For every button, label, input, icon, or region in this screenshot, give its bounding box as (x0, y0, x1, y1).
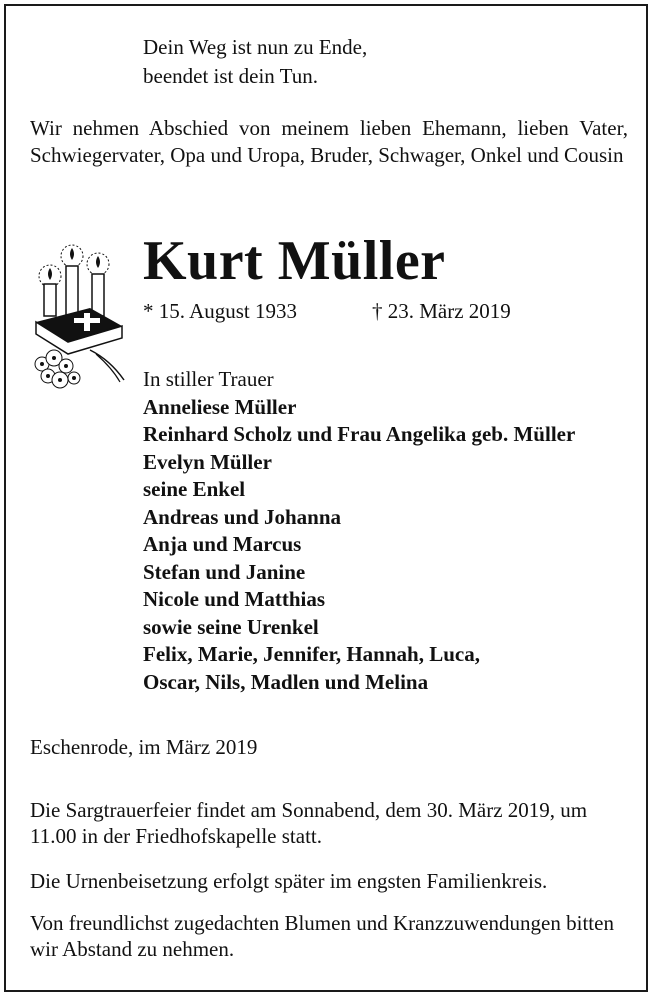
mourner-line: Felix, Marie, Jennifer, Hannah, Luca, (143, 642, 480, 666)
verse (143, 33, 367, 91)
deceased-name: Kurt Müller (143, 230, 446, 292)
mourner-line: Anneliese Müller (143, 394, 297, 419)
verse-line: Dein Weg ist nun zu Ende, (143, 35, 368, 59)
mourner-line: Reinhard Scholz und Frau Angelika geb. Müller (143, 422, 576, 446)
mourner-line: Stefan und Janine (143, 559, 306, 584)
candles-bible-flowers-icon (30, 238, 130, 400)
mourner-line: seine Enkel (143, 477, 246, 501)
death-date: † 23. März 2019 (372, 299, 511, 323)
birth-date: * 15. August 1933 (143, 299, 298, 323)
mourner-line: Nicole und Matthias (143, 587, 326, 611)
mourners-heading: In stiller Trauer (143, 367, 274, 391)
funeral-note: Die Sargtrauerfeier findet am Sonnabend, dem 30. März 2019, um 11.00 in der Friedhofskapelle statt. (30, 798, 588, 848)
place-date: Eschenrode, im März 2019 (30, 735, 258, 759)
mourner-line: Evelyn Müller (143, 449, 272, 474)
mourners-list (143, 366, 575, 696)
mourner-line: Andreas und Johanna (143, 504, 342, 529)
flowers-note: Von freundlichst zugedachten Blumen und Kranzzuwendungen bitten wir Abstand zu nehmen. (30, 911, 614, 961)
mourner-line: Oscar, Nils, Madlen und Melina (143, 669, 429, 694)
intro-text: Wir nehmen Abschied von meinem lieben Ehemann, lieben Vater, Schwiegervater, Opa und Uropa, Bruder, Schwager, Onkel und Cousin (30, 116, 628, 167)
verse-line: beendet ist dein Tun. (143, 64, 319, 88)
mourner-line: sowie seine Urenkel (143, 614, 319, 639)
mourner-line: Anja und Marcus (143, 532, 302, 556)
burial-note: Die Urnenbeisetzung erfolgt später im engsten Familienkreis. (30, 869, 548, 893)
